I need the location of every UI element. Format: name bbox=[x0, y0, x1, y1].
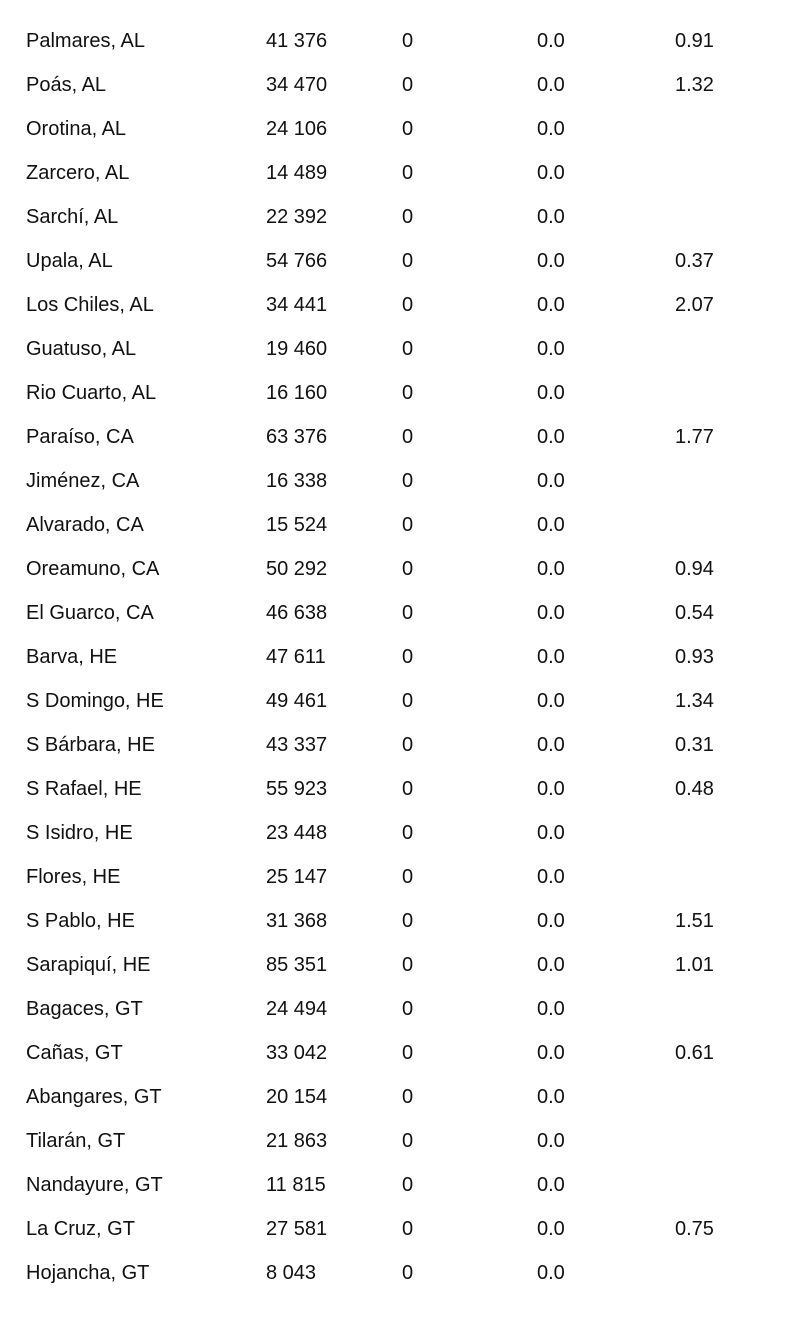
table-row bbox=[0, 767, 802, 811]
row-col5: 0.48 bbox=[675, 778, 714, 800]
row-col3: 0 bbox=[402, 1174, 414, 1196]
row-col3: 0 bbox=[402, 338, 414, 360]
row-col5: 0.75 bbox=[675, 1218, 714, 1240]
row-population: 85 351 bbox=[266, 954, 328, 976]
table-row bbox=[0, 239, 802, 283]
row-col4: 0.0 bbox=[537, 338, 565, 360]
row-col5: 1.77 bbox=[675, 426, 714, 448]
row-col3: 0 bbox=[402, 690, 414, 712]
row-population: 21 863 bbox=[266, 1130, 328, 1152]
row-col3: 0 bbox=[402, 998, 414, 1020]
row-col5: 0.31 bbox=[675, 734, 714, 756]
row-col4: 0.0 bbox=[537, 514, 565, 536]
row-name: Paraíso, CA bbox=[26, 426, 134, 448]
table-row bbox=[0, 415, 802, 459]
row-col4: 0.0 bbox=[537, 646, 565, 668]
row-col3: 0 bbox=[402, 734, 414, 756]
row-name: Sarchí, AL bbox=[26, 206, 119, 228]
row-col4: 0.0 bbox=[537, 162, 565, 184]
table-row bbox=[0, 283, 802, 327]
table-row bbox=[0, 855, 802, 899]
row-col3: 0 bbox=[402, 1262, 414, 1284]
table-row bbox=[0, 459, 802, 503]
row-population: 22 392 bbox=[266, 206, 328, 228]
row-col4: 0.0 bbox=[537, 294, 565, 316]
table-row bbox=[0, 19, 802, 63]
row-name: Poás, AL bbox=[26, 74, 107, 96]
row-population: 24 106 bbox=[266, 118, 328, 140]
row-population: 34 441 bbox=[266, 294, 328, 316]
row-col5: 0.91 bbox=[675, 30, 714, 52]
row-col3: 0 bbox=[402, 1218, 414, 1240]
row-col4: 0.0 bbox=[537, 998, 565, 1020]
row-name: Flores, HE bbox=[26, 866, 121, 888]
table-row bbox=[0, 1251, 802, 1295]
row-col3: 0 bbox=[402, 778, 414, 800]
table-row bbox=[0, 1031, 802, 1075]
row-col3: 0 bbox=[402, 250, 414, 272]
row-population: 41 376 bbox=[266, 30, 328, 52]
row-col4: 0.0 bbox=[537, 1262, 565, 1284]
row-population: 63 376 bbox=[266, 426, 328, 448]
row-population: 50 292 bbox=[266, 558, 328, 580]
table-row bbox=[0, 943, 802, 987]
row-col4: 0.0 bbox=[537, 778, 565, 800]
table-row bbox=[0, 107, 802, 151]
row-name: Zarcero, AL bbox=[26, 162, 130, 184]
table-row bbox=[0, 723, 802, 767]
row-population: 16 338 bbox=[266, 470, 328, 492]
row-col4: 0.0 bbox=[537, 1086, 565, 1108]
row-name: Cañas, GT bbox=[26, 1042, 123, 1064]
row-col4: 0.0 bbox=[537, 30, 565, 52]
table-row bbox=[0, 1163, 802, 1207]
row-name: Nandayure, GT bbox=[26, 1174, 163, 1196]
row-col5: 1.51 bbox=[675, 910, 714, 932]
row-name: S Pablo, HE bbox=[26, 910, 135, 932]
row-name: La Cruz, GT bbox=[26, 1218, 135, 1240]
row-population: 19 460 bbox=[266, 338, 328, 360]
row-population: 54 766 bbox=[266, 250, 328, 272]
row-name: Rio Cuarto, AL bbox=[26, 382, 157, 404]
row-name: Upala, AL bbox=[26, 250, 113, 272]
row-name: Tilarán, GT bbox=[26, 1130, 126, 1152]
row-col3: 0 bbox=[402, 74, 414, 96]
row-name: Bagaces, GT bbox=[26, 998, 143, 1020]
row-population: 16 160 bbox=[266, 382, 328, 404]
row-name: Oreamuno, CA bbox=[26, 558, 160, 580]
table-row bbox=[0, 679, 802, 723]
row-col3: 0 bbox=[402, 118, 414, 140]
row-population: 25 147 bbox=[266, 866, 328, 888]
row-col5: 0.93 bbox=[675, 646, 714, 668]
row-name: Abangares, GT bbox=[26, 1086, 162, 1108]
row-col4: 0.0 bbox=[537, 1218, 565, 1240]
row-col4: 0.0 bbox=[537, 558, 565, 580]
row-col3: 0 bbox=[402, 30, 414, 52]
row-col4: 0.0 bbox=[537, 954, 565, 976]
row-name: S Bárbara, HE bbox=[26, 734, 155, 756]
table-row bbox=[0, 195, 802, 239]
row-col4: 0.0 bbox=[537, 1130, 565, 1152]
row-name: Alvarado, CA bbox=[26, 514, 144, 536]
row-name: Sarapiquí, HE bbox=[26, 954, 151, 976]
row-population: 34 470 bbox=[266, 74, 328, 96]
row-col3: 0 bbox=[402, 1042, 414, 1064]
row-col3: 0 bbox=[402, 1130, 414, 1152]
row-population: 43 337 bbox=[266, 734, 328, 756]
row-col4: 0.0 bbox=[537, 426, 565, 448]
row-name: Orotina, AL bbox=[26, 118, 127, 140]
row-col3: 0 bbox=[402, 426, 414, 448]
row-population: 24 494 bbox=[266, 998, 328, 1020]
table-row bbox=[0, 1075, 802, 1119]
row-name: El Guarco, CA bbox=[26, 602, 154, 624]
table-row bbox=[0, 1119, 802, 1163]
row-col4: 0.0 bbox=[537, 382, 565, 404]
row-col3: 0 bbox=[402, 294, 414, 316]
table-row bbox=[0, 635, 802, 679]
row-col4: 0.0 bbox=[537, 250, 565, 272]
table-row bbox=[0, 503, 802, 547]
table-row bbox=[0, 899, 802, 943]
table-row bbox=[0, 987, 802, 1031]
table-row bbox=[0, 591, 802, 635]
row-col3: 0 bbox=[402, 514, 414, 536]
row-col4: 0.0 bbox=[537, 1042, 565, 1064]
row-col3: 0 bbox=[402, 646, 414, 668]
row-population: 31 368 bbox=[266, 910, 328, 932]
row-population: 33 042 bbox=[266, 1042, 328, 1064]
row-name: S Isidro, HE bbox=[26, 822, 133, 844]
row-name: S Domingo, HE bbox=[26, 690, 164, 712]
row-name: S Rafael, HE bbox=[26, 778, 142, 800]
row-population: 11 815 bbox=[266, 1174, 326, 1196]
row-population: 8 043 bbox=[266, 1262, 317, 1284]
row-col4: 0.0 bbox=[537, 74, 565, 96]
row-col3: 0 bbox=[402, 954, 414, 976]
row-col3: 0 bbox=[402, 822, 414, 844]
row-population: 55 923 bbox=[266, 778, 328, 800]
row-col5: 1.32 bbox=[675, 74, 714, 96]
row-col3: 0 bbox=[402, 910, 414, 932]
row-population: 14 489 bbox=[266, 162, 328, 184]
row-name: Guatuso, AL bbox=[26, 338, 137, 360]
row-name: Barva, HE bbox=[26, 646, 118, 668]
row-col4: 0.0 bbox=[537, 602, 565, 624]
table-row bbox=[0, 1207, 802, 1251]
row-col5: 2.07 bbox=[675, 294, 714, 316]
row-col3: 0 bbox=[402, 602, 414, 624]
row-col5: 0.61 bbox=[675, 1042, 714, 1064]
row-col5: 1.34 bbox=[675, 690, 714, 712]
row-col4: 0.0 bbox=[537, 470, 565, 492]
row-population: 15 524 bbox=[266, 514, 328, 536]
row-population: 20 154 bbox=[266, 1086, 328, 1108]
row-population: 47 611 bbox=[266, 646, 326, 668]
row-col4: 0.0 bbox=[537, 690, 565, 712]
row-col5: 0.94 bbox=[675, 558, 714, 580]
row-col3: 0 bbox=[402, 866, 414, 888]
table-row bbox=[0, 811, 802, 855]
row-col3: 0 bbox=[402, 1086, 414, 1108]
row-col5: 0.37 bbox=[675, 250, 714, 272]
row-population: 49 461 bbox=[266, 690, 328, 712]
row-col4: 0.0 bbox=[537, 206, 565, 228]
row-col5: 1.01 bbox=[675, 954, 714, 976]
row-col4: 0.0 bbox=[537, 866, 565, 888]
table-row bbox=[0, 327, 802, 371]
table-row bbox=[0, 151, 802, 195]
row-name: Hojancha, GT bbox=[26, 1262, 150, 1284]
row-col3: 0 bbox=[402, 206, 414, 228]
row-population: 23 448 bbox=[266, 822, 328, 844]
row-col4: 0.0 bbox=[537, 118, 565, 140]
row-name: Palmares, AL bbox=[26, 30, 145, 52]
table-row bbox=[0, 547, 802, 591]
row-col3: 0 bbox=[402, 162, 414, 184]
row-col5: 0.54 bbox=[675, 602, 714, 624]
row-name: Jiménez, CA bbox=[26, 470, 140, 492]
row-population: 27 581 bbox=[266, 1218, 328, 1240]
row-col4: 0.0 bbox=[537, 734, 565, 756]
row-col3: 0 bbox=[402, 382, 414, 404]
row-population: 46 638 bbox=[266, 602, 328, 624]
table-row bbox=[0, 371, 802, 415]
row-col4: 0.0 bbox=[537, 822, 565, 844]
row-col4: 0.0 bbox=[537, 910, 565, 932]
row-col3: 0 bbox=[402, 470, 414, 492]
data-table bbox=[0, 19, 802, 1295]
table-row bbox=[0, 63, 802, 107]
row-name: Los Chiles, AL bbox=[26, 294, 154, 316]
row-col4: 0.0 bbox=[537, 1174, 565, 1196]
row-col3: 0 bbox=[402, 558, 414, 580]
